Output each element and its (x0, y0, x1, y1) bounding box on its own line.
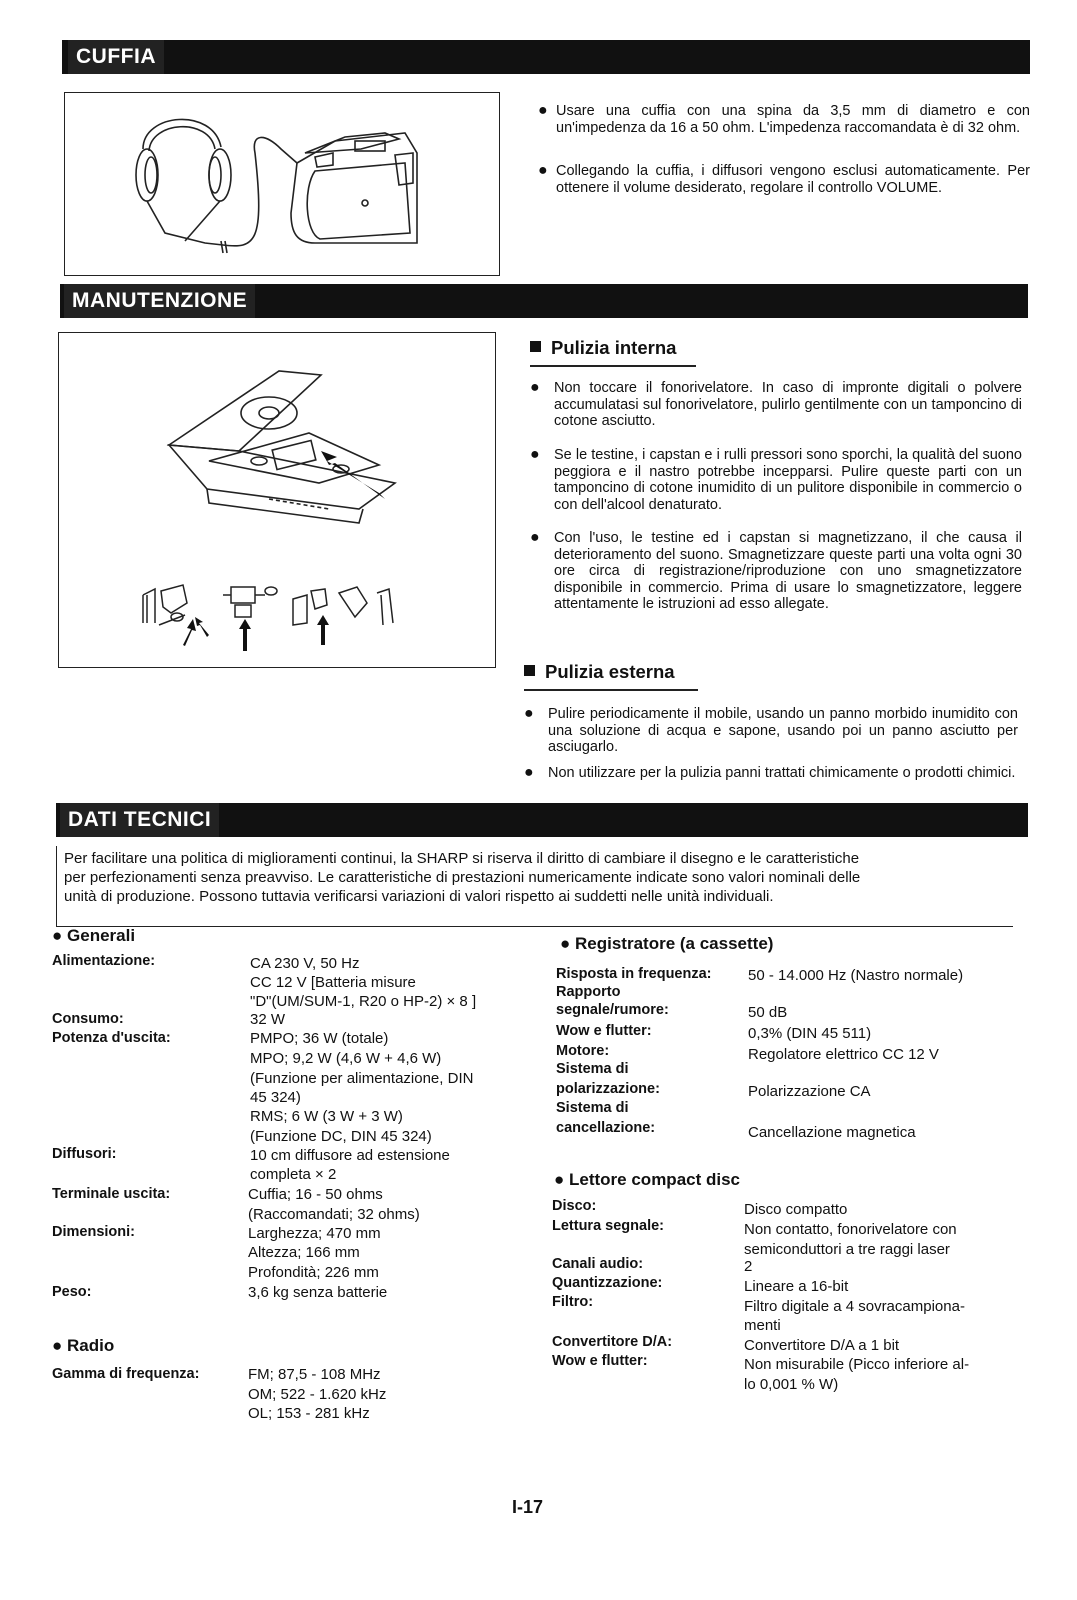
spec-value: OL; 153 - 281 kHz (248, 1405, 370, 1422)
notice-line-1: Per facilitare una politica di miglioramenti continui, la SHARP si riserva il diritto di cambiare il disegno e le caratteristiche (64, 850, 860, 867)
bullet-dot-icon: ● (538, 162, 548, 179)
bullet-dot-icon: ● (530, 379, 540, 396)
spec-value: 50 dB (748, 1004, 788, 1021)
bullet-dot-icon: ● (52, 926, 63, 945)
cassette-deck-drawing (59, 333, 495, 667)
bullet-dot-icon: ● (52, 1336, 63, 1355)
spec-value: Cuffia; 16 - 50 ohms (248, 1186, 383, 1203)
spec-label: Motore: (556, 1043, 610, 1059)
subheading-pulizia-esterna: Pulizia esterna (524, 661, 675, 683)
section-bar-manutenzione (60, 284, 1028, 318)
spec-value: Filtro digitale a 4 sovracampiona- (744, 1298, 965, 1315)
spec-value: 2 (744, 1258, 753, 1275)
spec-value: FM; 87,5 - 108 MHz (248, 1366, 381, 1383)
section-title-dati-tecnici: DATI TECNICI (60, 803, 219, 837)
spec-value: Polarizzazione CA (748, 1083, 871, 1100)
spec-value: Lineare a 16-bit (744, 1278, 849, 1295)
notice-line-3: unità di produzione. Possono tuttavia verificarsi variazioni di valori rispetto ai suddetti nelle unità individuali. (64, 888, 774, 905)
headphones-drawing (65, 93, 499, 275)
spec-label: Alimentazione: (52, 953, 156, 969)
pulizia-interna-bullet-3: ● Con l'uso, le testine ed i capstan si magnetizzano, il che causa il deterioramento del suono. Smagnetizzare queste parti una volta ogni 30 ore circa di registrazione/riproduzione con uno smagnetizzatore disponibile in commercio. Prima di usare lo smagnetizzatore, leggere attentamente le istruzioni ad esso allegate. (530, 529, 1022, 613)
maintenance-illustration (58, 332, 496, 668)
spec-value: semiconduttori a tre raggi laser (744, 1241, 950, 1258)
spec-label: Rapporto (556, 984, 621, 1000)
spec-value: Profondità; 226 mm (248, 1264, 379, 1281)
bullet-dot-icon: ● (560, 934, 571, 953)
spec-value: Cancellazione magnetica (748, 1124, 916, 1141)
pulizia-interna-bullet-2: ● Se le testine, i capstan e i rulli pressori sono sporchi, la qualità del suono peggiora e il nastro potrebbe incepparsi. Pulire queste parti con un tamponcino di cotone inumidito di un pulitore disponibile in commercio o con dell'alcool denaturato. (530, 446, 1022, 513)
spec-value: 10 cm diffusore ad estensione (250, 1147, 450, 1164)
spec-value: menti (744, 1317, 781, 1334)
bullet-dot-icon: ● (530, 446, 540, 463)
spec-value: 50 - 14.000 Hz (Nastro normale) (748, 967, 964, 984)
spec-value: (Funzione DC, DIN 45 324) (250, 1128, 432, 1145)
spec-value: Larghezza; 470 mm (248, 1225, 381, 1242)
spec-label: Peso: (52, 1284, 92, 1300)
spec-label: Diffusori: (52, 1146, 117, 1162)
spec-value: 32 W (250, 1011, 286, 1028)
spec-value: "D"(UM/SUM-1, R20 o HP-2) × 8 ] (250, 993, 477, 1010)
bullet-dot-icon: ● (530, 529, 540, 546)
spec-value: Non misurabile (Picco inferiore al- (744, 1356, 970, 1373)
spec-label: Dimensioni: (52, 1224, 135, 1240)
spec-heading-generali: ● Generali (52, 926, 136, 945)
pulizia-interna-bullet-1: ● Non toccare il fonorivelatore. In caso di impronte digitali o polvere accumulatasi sul fonorivelatore, pulirlo gentilmente con un tamponcino di cotone asciutto. (530, 379, 1022, 430)
spec-label: polarizzazione: (556, 1081, 660, 1097)
spec-value: CA 230 V, 50 Hz (250, 955, 360, 972)
bullet-dot-icon: ● (524, 764, 534, 781)
spec-label: Consumo: (52, 1011, 124, 1027)
spec-value: 45 324) (250, 1089, 301, 1106)
spec-value: (Raccomandati; 32 ohms) (248, 1206, 420, 1223)
spec-label: Sistema di (556, 1100, 629, 1116)
spec-value: RMS; 6 W (3 W + 3 W) (250, 1108, 403, 1125)
subheading-pulizia-interna: Pulizia interna (530, 337, 676, 359)
spec-value: OM; 522 - 1.620 kHz (248, 1386, 387, 1403)
cuffia-bullet-1: ● Usare una cuffia con una spina da 3,5 mm di diametro e con un'impedenza da 16 a 50 ohm. L'impedenza raccomandata è di 32 ohm. (538, 102, 1030, 136)
spec-value: MPO; 9,2 W (4,6 W + 4,6 W) (250, 1050, 442, 1067)
pulizia-esterna-bullet-1: ● Pulire periodicamente il mobile, usando un panno morbido inumidito con una soluzione di acqua e sapone, usando poi un panno asciutto per asciugarlo. (524, 705, 1018, 756)
bullet-dot-icon: ● (538, 102, 548, 119)
spec-heading-radio: ● Radio (52, 1336, 115, 1355)
square-bullet-icon (524, 665, 535, 676)
subheading-underline (530, 365, 696, 367)
square-bullet-icon (530, 341, 541, 352)
spec-value: Altezza; 166 mm (248, 1244, 360, 1261)
spec-label: Potenza d'uscita: (52, 1030, 171, 1046)
spec-label: Canali audio: (552, 1256, 644, 1272)
spec-label: Risposta in frequenza: (556, 966, 712, 982)
pulizia-esterna-bullet-2: ● Non utilizzare per la pulizia panni trattati chimicamente o prodotti chimici. (524, 764, 1016, 781)
section-bar-dati-tecnici (56, 803, 1028, 837)
spec-label: Wow e flutter: (556, 1023, 652, 1039)
bullet-dot-icon: ● (524, 705, 534, 722)
spec-label: Gamma di frequenza: (52, 1366, 200, 1382)
bullet-dot-icon: ● (554, 1170, 565, 1189)
spec-value: 3,6 kg senza batterie (248, 1284, 388, 1301)
spec-label: Lettura segnale: (552, 1218, 664, 1234)
section-bar-cuffia (62, 40, 1030, 74)
spec-value: completa × 2 (250, 1166, 337, 1183)
spec-heading-lettore: ● Lettore compact disc (554, 1170, 741, 1189)
spec-label: Wow e flutter: (552, 1353, 648, 1369)
headphones-illustration (64, 92, 500, 276)
spec-value: 0,3% (DIN 45 511) (748, 1025, 872, 1042)
page-number: I-17 (512, 1497, 544, 1517)
spec-value: Disco compatto (744, 1201, 848, 1218)
spec-label: Filtro: (552, 1294, 594, 1310)
spec-heading-registratore: ● Registratore (a cassette) (560, 934, 774, 953)
spec-value: Convertitore D/A a 1 bit (744, 1337, 900, 1354)
spec-value: lo 0,001 % W) (744, 1376, 839, 1393)
spec-label: Convertitore D/A: (552, 1334, 673, 1350)
subheading-underline (524, 689, 698, 691)
section-title-cuffia: CUFFIA (68, 40, 164, 74)
spec-label: Sistema di (556, 1061, 629, 1077)
section-title-manutenzione: MANUTENZIONE (64, 284, 255, 318)
spec-value: PMPO; 36 W (totale) (250, 1030, 389, 1047)
spec-value: Non contatto, fonorivelatore con (744, 1221, 957, 1238)
spec-label: Disco: (552, 1198, 597, 1214)
spec-label: cancellazione: (556, 1120, 656, 1136)
spec-label: segnale/rumore: (556, 1002, 669, 1018)
spec-value: Regolatore elettrico CC 12 V (748, 1046, 939, 1063)
cuffia-bullet-2: ● Collegando la cuffia, i diffusori vengono esclusi automaticamente. Per ottenere il volume desiderato, regolare il controllo VOLUME. (538, 162, 1030, 196)
notice-line-2: per perfezionamenti senza preavviso. Le caratteristiche di prestazioni numericamente indicate sono valori nominali delle (64, 869, 861, 886)
spec-value: CC 12 V [Batteria misure (250, 974, 416, 991)
spec-label: Terminale uscita: (52, 1186, 171, 1202)
spec-label: Quantizzazione: (552, 1275, 663, 1291)
spec-value: (Funzione per alimentazione, DIN (250, 1070, 474, 1087)
